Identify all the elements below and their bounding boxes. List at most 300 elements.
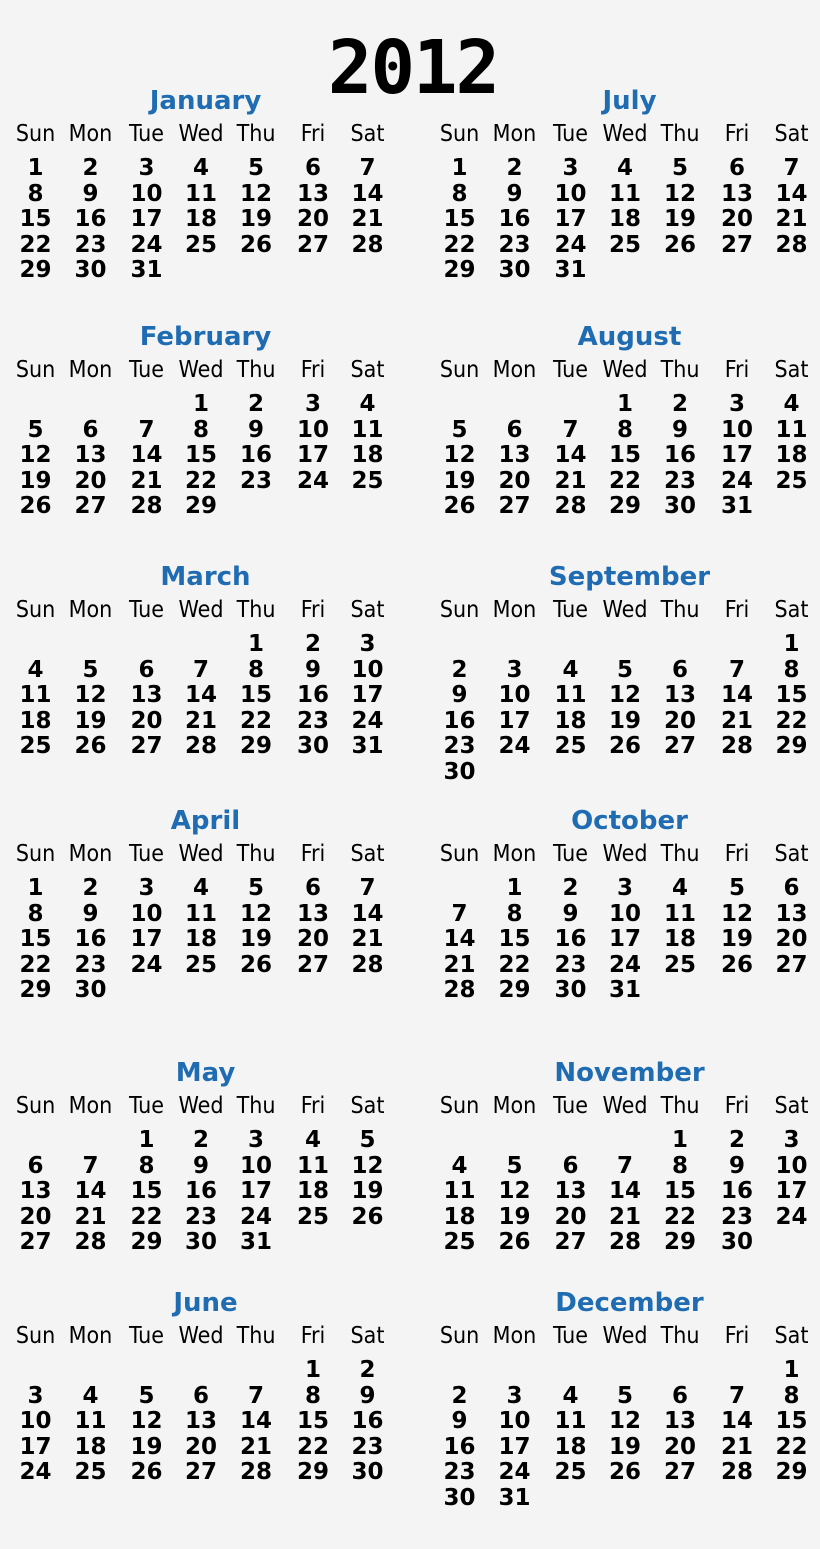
day-cell: 29 [775, 1459, 808, 1485]
day-cell: 30 [74, 257, 107, 283]
weekday-label: Sun [15, 357, 56, 383]
day-cell: 7 [616, 1152, 633, 1179]
weekday-label: Thu [236, 1093, 276, 1119]
day-cell: 19 [608, 1433, 641, 1460]
day-cell: 2 [247, 391, 264, 417]
empty-cell [542, 632, 599, 658]
day-cell: 24 [608, 951, 641, 978]
day-cell: 10 [239, 1152, 272, 1179]
day-cell: 19 [130, 1433, 163, 1460]
day-cell: 5 [728, 875, 745, 901]
weekday-label: Sat [774, 597, 809, 623]
day-cell: 1 [783, 1357, 800, 1383]
empty-cell [542, 392, 599, 418]
weekday-label: Sun [439, 597, 480, 623]
day-cell: 13 [296, 180, 329, 207]
weekday-label: Tue [129, 1323, 164, 1349]
day-cell: 14 [554, 442, 587, 468]
day-cell: 1 [27, 155, 44, 181]
day-cell: 4 [451, 1152, 468, 1179]
day-cell: 13 [498, 442, 531, 468]
day-cell: 27 [498, 493, 531, 519]
day-cell: 13 [554, 1178, 587, 1204]
day-cell: 19 [74, 707, 107, 734]
day-cell: 14 [351, 180, 384, 207]
empty-cell [599, 632, 651, 658]
day-cell: 6 [671, 656, 688, 683]
day-cell: 31 [498, 1484, 531, 1511]
day-cell: 28 [720, 733, 753, 759]
day-cell: 7 [138, 416, 155, 443]
day-cell: 10 [498, 682, 531, 708]
day-cell: 28 [443, 977, 476, 1003]
day-cell: 31 [554, 257, 587, 283]
weekday-label: Tue [553, 1323, 588, 1349]
day-cell: 25 [19, 733, 52, 759]
day-cell: 7 [359, 155, 376, 181]
month-name: July [602, 86, 657, 116]
day-cell: 11 [74, 1408, 107, 1434]
month-may [8, 1058, 403, 1256]
day-cell: 1 [506, 875, 523, 901]
day-cell: 29 [184, 493, 217, 519]
weekday-label: Wed [602, 841, 648, 867]
day-cell: 24 [775, 1203, 808, 1230]
day-cell: 21 [554, 467, 587, 494]
day-cell: 2 [451, 656, 468, 683]
empty-cell [432, 632, 487, 658]
weekday-label: Wed [602, 597, 648, 623]
day-cell: 22 [775, 1433, 808, 1460]
day-cell: 17 [554, 206, 587, 232]
weekday-header [8, 354, 403, 386]
day-grid [432, 392, 820, 520]
day-cell: 23 [663, 467, 696, 494]
day-cell: 14 [608, 1178, 641, 1204]
day-cell: 1 [27, 875, 44, 901]
day-cell: 21 [775, 206, 808, 232]
day-cell: 8 [304, 1382, 321, 1409]
day-cell: 18 [554, 1433, 587, 1460]
day-cell: 24 [19, 1459, 52, 1485]
day-cell: 16 [74, 926, 107, 952]
day-cell: 26 [608, 733, 641, 759]
day-cell: 30 [554, 977, 587, 1003]
weekday-label: Sat [350, 1323, 385, 1349]
day-cell: 26 [351, 1203, 384, 1230]
empty-cell [118, 632, 175, 658]
day-cell: 1 [304, 1357, 321, 1383]
weekday-label: Mon [492, 841, 537, 867]
empty-cell [175, 632, 227, 658]
weekday-label: Sun [439, 357, 480, 383]
weekday-label: Thu [660, 1093, 700, 1119]
day-cell: 31 [608, 977, 641, 1003]
day-cell: 16 [663, 442, 696, 468]
day-cell: 30 [498, 257, 531, 283]
day-cell: 10 [130, 180, 163, 207]
empty-cell [599, 1358, 651, 1384]
day-cell: 4 [783, 391, 800, 417]
day-cell: 22 [239, 707, 272, 734]
day-cell: 5 [359, 1127, 376, 1153]
day-cell: 19 [663, 206, 696, 232]
day-cell: 8 [616, 416, 633, 443]
day-cell: 18 [775, 442, 808, 468]
day-grid [8, 1128, 403, 1256]
day-cell: 13 [720, 180, 753, 207]
day-cell: 30 [443, 758, 476, 785]
day-cell: 23 [74, 231, 107, 258]
day-cell: 11 [184, 900, 217, 927]
day-cell: 9 [82, 900, 99, 927]
weekday-label: Sat [350, 597, 385, 623]
day-cell: 9 [451, 682, 468, 708]
day-cell: 24 [130, 231, 163, 258]
month-name: January [149, 86, 262, 116]
day-cell: 23 [443, 1459, 476, 1485]
weekday-label: Thu [660, 121, 700, 147]
day-cell: 13 [184, 1408, 217, 1434]
day-cell: 10 [130, 900, 163, 927]
day-cell: 14 [239, 1408, 272, 1434]
weekday-header [432, 354, 820, 386]
day-cell: 26 [443, 493, 476, 519]
day-cell: 6 [192, 1382, 209, 1409]
day-cell: 23 [74, 951, 107, 978]
day-cell: 2 [82, 155, 99, 181]
weekday-label: Wed [602, 1323, 648, 1349]
weekday-label: Mon [492, 357, 537, 383]
day-cell: 22 [296, 1433, 329, 1460]
day-grid [8, 1358, 403, 1486]
day-cell: 1 [783, 631, 800, 657]
day-cell: 18 [663, 926, 696, 952]
day-cell: 25 [775, 467, 808, 494]
day-cell: 31 [720, 493, 753, 519]
empty-cell [227, 1358, 285, 1384]
empty-cell [432, 1358, 487, 1384]
day-cell: 14 [443, 926, 476, 952]
day-cell: 2 [562, 875, 579, 901]
day-cell: 4 [359, 391, 376, 417]
day-cell: 26 [130, 1459, 163, 1485]
day-cell: 27 [19, 1229, 52, 1255]
weekday-label: Fri [724, 1323, 750, 1349]
day-cell: 5 [27, 416, 44, 443]
empty-cell [8, 392, 63, 418]
empty-cell [487, 1358, 542, 1384]
weekday-label: Wed [178, 1323, 224, 1349]
day-cell: 29 [608, 493, 641, 519]
weekday-label: Mon [68, 121, 113, 147]
day-cell: 28 [351, 231, 384, 258]
day-cell: 13 [130, 682, 163, 708]
day-cell: 6 [27, 1152, 44, 1179]
day-grid [8, 632, 403, 760]
day-grid [432, 156, 820, 284]
day-cell: 24 [239, 1203, 272, 1230]
day-cell: 6 [783, 875, 800, 901]
day-cell: 8 [451, 180, 468, 207]
day-cell: 27 [720, 231, 753, 258]
empty-cell [487, 392, 542, 418]
day-cell: 7 [247, 1382, 264, 1409]
day-cell: 16 [351, 1408, 384, 1434]
day-cell: 21 [351, 926, 384, 952]
day-cell: 10 [351, 656, 384, 683]
day-cell: 7 [451, 900, 468, 927]
day-cell: 21 [130, 467, 163, 494]
day-cell: 20 [498, 467, 531, 494]
month-name: June [173, 1288, 238, 1318]
day-cell: 26 [74, 733, 107, 759]
day-cell: 2 [451, 1382, 468, 1409]
day-cell: 12 [498, 1178, 531, 1204]
weekday-label: Sun [15, 1093, 56, 1119]
weekday-label: Fri [300, 121, 326, 147]
day-cell: 1 [616, 391, 633, 417]
weekday-label: Thu [660, 597, 700, 623]
day-cell: 14 [74, 1178, 107, 1204]
day-cell: 12 [351, 1152, 384, 1179]
day-cell: 17 [296, 442, 329, 468]
weekday-label: Fri [724, 597, 750, 623]
weekday-label: Wed [602, 121, 648, 147]
day-cell: 20 [663, 707, 696, 734]
day-cell: 3 [506, 656, 523, 683]
day-cell: 15 [296, 1408, 329, 1434]
day-cell: 8 [192, 416, 209, 443]
day-cell: 13 [663, 682, 696, 708]
day-cell: 2 [728, 1127, 745, 1153]
day-grid [432, 1128, 820, 1256]
weekday-header [432, 118, 820, 150]
day-cell: 15 [443, 206, 476, 232]
weekday-label: Fri [300, 357, 326, 383]
day-cell: 5 [616, 1382, 633, 1409]
day-cell: 30 [296, 733, 329, 759]
month-january [8, 86, 403, 284]
day-cell: 7 [728, 1382, 745, 1409]
month-name: September [548, 562, 711, 592]
day-cell: 30 [351, 1459, 384, 1485]
day-cell: 5 [506, 1152, 523, 1179]
day-cell: 3 [359, 631, 376, 657]
day-cell: 7 [728, 656, 745, 683]
day-cell: 20 [74, 467, 107, 494]
day-cell: 17 [19, 1433, 52, 1460]
weekday-label: Mon [492, 1323, 537, 1349]
day-cell: 27 [663, 733, 696, 759]
day-cell: 28 [775, 231, 808, 258]
day-cell: 15 [19, 206, 52, 232]
day-cell: 10 [775, 1152, 808, 1179]
month-april [8, 806, 403, 1004]
weekday-label: Wed [178, 841, 224, 867]
day-cell: 14 [720, 682, 753, 708]
weekday-label: Sun [15, 841, 56, 867]
day-cell: 29 [498, 977, 531, 1003]
empty-cell [542, 1358, 599, 1384]
day-cell: 15 [498, 926, 531, 952]
day-cell: 30 [184, 1229, 217, 1255]
day-cell: 17 [775, 1178, 808, 1204]
month-july [432, 86, 820, 284]
weekday-label: Fri [300, 1093, 326, 1119]
empty-cell [599, 1128, 651, 1154]
month-name: December [555, 1288, 704, 1318]
day-cell: 3 [247, 1127, 264, 1153]
day-cell: 9 [247, 416, 264, 443]
day-cell: 9 [562, 900, 579, 927]
day-cell: 4 [562, 656, 579, 683]
day-cell: 19 [351, 1178, 384, 1204]
day-cell: 15 [239, 682, 272, 708]
day-cell: 22 [608, 467, 641, 494]
day-cell: 8 [506, 900, 523, 927]
day-cell: 18 [184, 926, 217, 952]
day-cell: 9 [359, 1382, 376, 1409]
weekday-label: Sat [350, 1093, 385, 1119]
day-cell: 29 [19, 977, 52, 1003]
day-cell: 29 [443, 257, 476, 283]
weekday-header [8, 838, 403, 870]
day-cell: 5 [138, 1382, 155, 1409]
day-cell: 11 [775, 416, 808, 443]
day-cell: 6 [304, 875, 321, 901]
day-cell: 16 [443, 707, 476, 734]
weekday-label: Sat [350, 121, 385, 147]
day-cell: 7 [783, 155, 800, 181]
weekday-label: Sat [350, 357, 385, 383]
day-grid [8, 392, 403, 520]
weekday-label: Sat [774, 1093, 809, 1119]
day-cell: 17 [351, 682, 384, 708]
day-cell: 4 [671, 875, 688, 901]
day-cell: 16 [720, 1178, 753, 1204]
day-cell: 6 [138, 656, 155, 683]
day-cell: 6 [304, 155, 321, 181]
day-cell: 2 [192, 1127, 209, 1153]
day-cell: 12 [74, 682, 107, 708]
weekday-label: Sun [439, 121, 480, 147]
day-cell: 4 [562, 1382, 579, 1409]
day-cell: 30 [663, 493, 696, 519]
day-grid [432, 1358, 820, 1511]
day-cell: 23 [720, 1203, 753, 1230]
day-cell: 29 [775, 733, 808, 759]
day-cell: 14 [351, 900, 384, 927]
day-cell: 13 [74, 442, 107, 468]
day-cell: 19 [720, 926, 753, 952]
day-cell: 27 [554, 1229, 587, 1255]
day-cell: 24 [130, 951, 163, 978]
day-cell: 22 [184, 467, 217, 494]
month-name: February [139, 322, 272, 352]
day-cell: 24 [296, 467, 329, 494]
day-cell: 16 [74, 206, 107, 232]
month-name: May [175, 1058, 236, 1088]
day-cell: 25 [554, 733, 587, 759]
weekday-label: Mon [492, 121, 537, 147]
day-cell: 20 [130, 707, 163, 734]
day-cell: 21 [443, 951, 476, 978]
day-cell: 20 [296, 926, 329, 952]
weekday-label: Thu [236, 357, 276, 383]
day-cell: 3 [783, 1127, 800, 1153]
day-cell: 27 [663, 1459, 696, 1485]
weekday-label: Tue [129, 597, 164, 623]
day-cell: 17 [498, 1433, 531, 1460]
weekday-label: Thu [660, 1323, 700, 1349]
day-cell: 27 [296, 231, 329, 258]
day-cell: 6 [728, 155, 745, 181]
day-cell: 21 [720, 707, 753, 734]
month-name: October [571, 806, 688, 836]
day-cell: 15 [608, 442, 641, 468]
day-cell: 12 [239, 180, 272, 207]
day-cell: 8 [27, 180, 44, 207]
weekday-label: Sun [439, 1093, 480, 1119]
day-cell: 28 [351, 951, 384, 978]
weekday-label: Mon [492, 597, 537, 623]
day-cell: 18 [74, 1433, 107, 1460]
empty-cell [651, 1358, 709, 1384]
month-march [8, 562, 403, 760]
day-cell: 31 [239, 1229, 272, 1255]
weekday-label: Tue [553, 597, 588, 623]
day-cell: 19 [239, 206, 272, 232]
empty-cell [175, 1358, 227, 1384]
day-cell: 2 [359, 1357, 376, 1383]
day-cell: 11 [184, 180, 217, 207]
day-cell: 1 [671, 1127, 688, 1153]
day-cell: 10 [554, 180, 587, 207]
weekday-label: Sat [774, 121, 809, 147]
day-cell: 21 [720, 1433, 753, 1460]
day-cell: 29 [239, 733, 272, 759]
day-cell: 5 [671, 155, 688, 181]
day-cell: 18 [443, 1203, 476, 1230]
day-cell: 15 [130, 1178, 163, 1204]
empty-cell [8, 1358, 63, 1384]
empty-cell [118, 392, 175, 418]
empty-cell [63, 1358, 118, 1384]
day-cell: 5 [616, 656, 633, 683]
day-cell: 20 [184, 1433, 217, 1460]
day-cell: 24 [554, 231, 587, 258]
day-cell: 14 [130, 442, 163, 468]
weekday-header [8, 1320, 403, 1352]
day-cell: 4 [192, 155, 209, 181]
day-cell: 6 [506, 416, 523, 443]
day-cell: 3 [616, 875, 633, 901]
day-cell: 8 [783, 656, 800, 683]
day-cell: 4 [616, 155, 633, 181]
day-cell: 10 [498, 1408, 531, 1434]
weekday-label: Tue [553, 121, 588, 147]
empty-cell [651, 632, 709, 658]
month-name: November [554, 1058, 705, 1088]
empty-cell [487, 632, 542, 658]
day-cell: 13 [663, 1408, 696, 1434]
empty-cell [63, 632, 118, 658]
year-title: 2012 [327, 25, 499, 111]
day-cell: 10 [296, 416, 329, 443]
day-cell: 15 [184, 442, 217, 468]
day-cell: 19 [608, 707, 641, 734]
